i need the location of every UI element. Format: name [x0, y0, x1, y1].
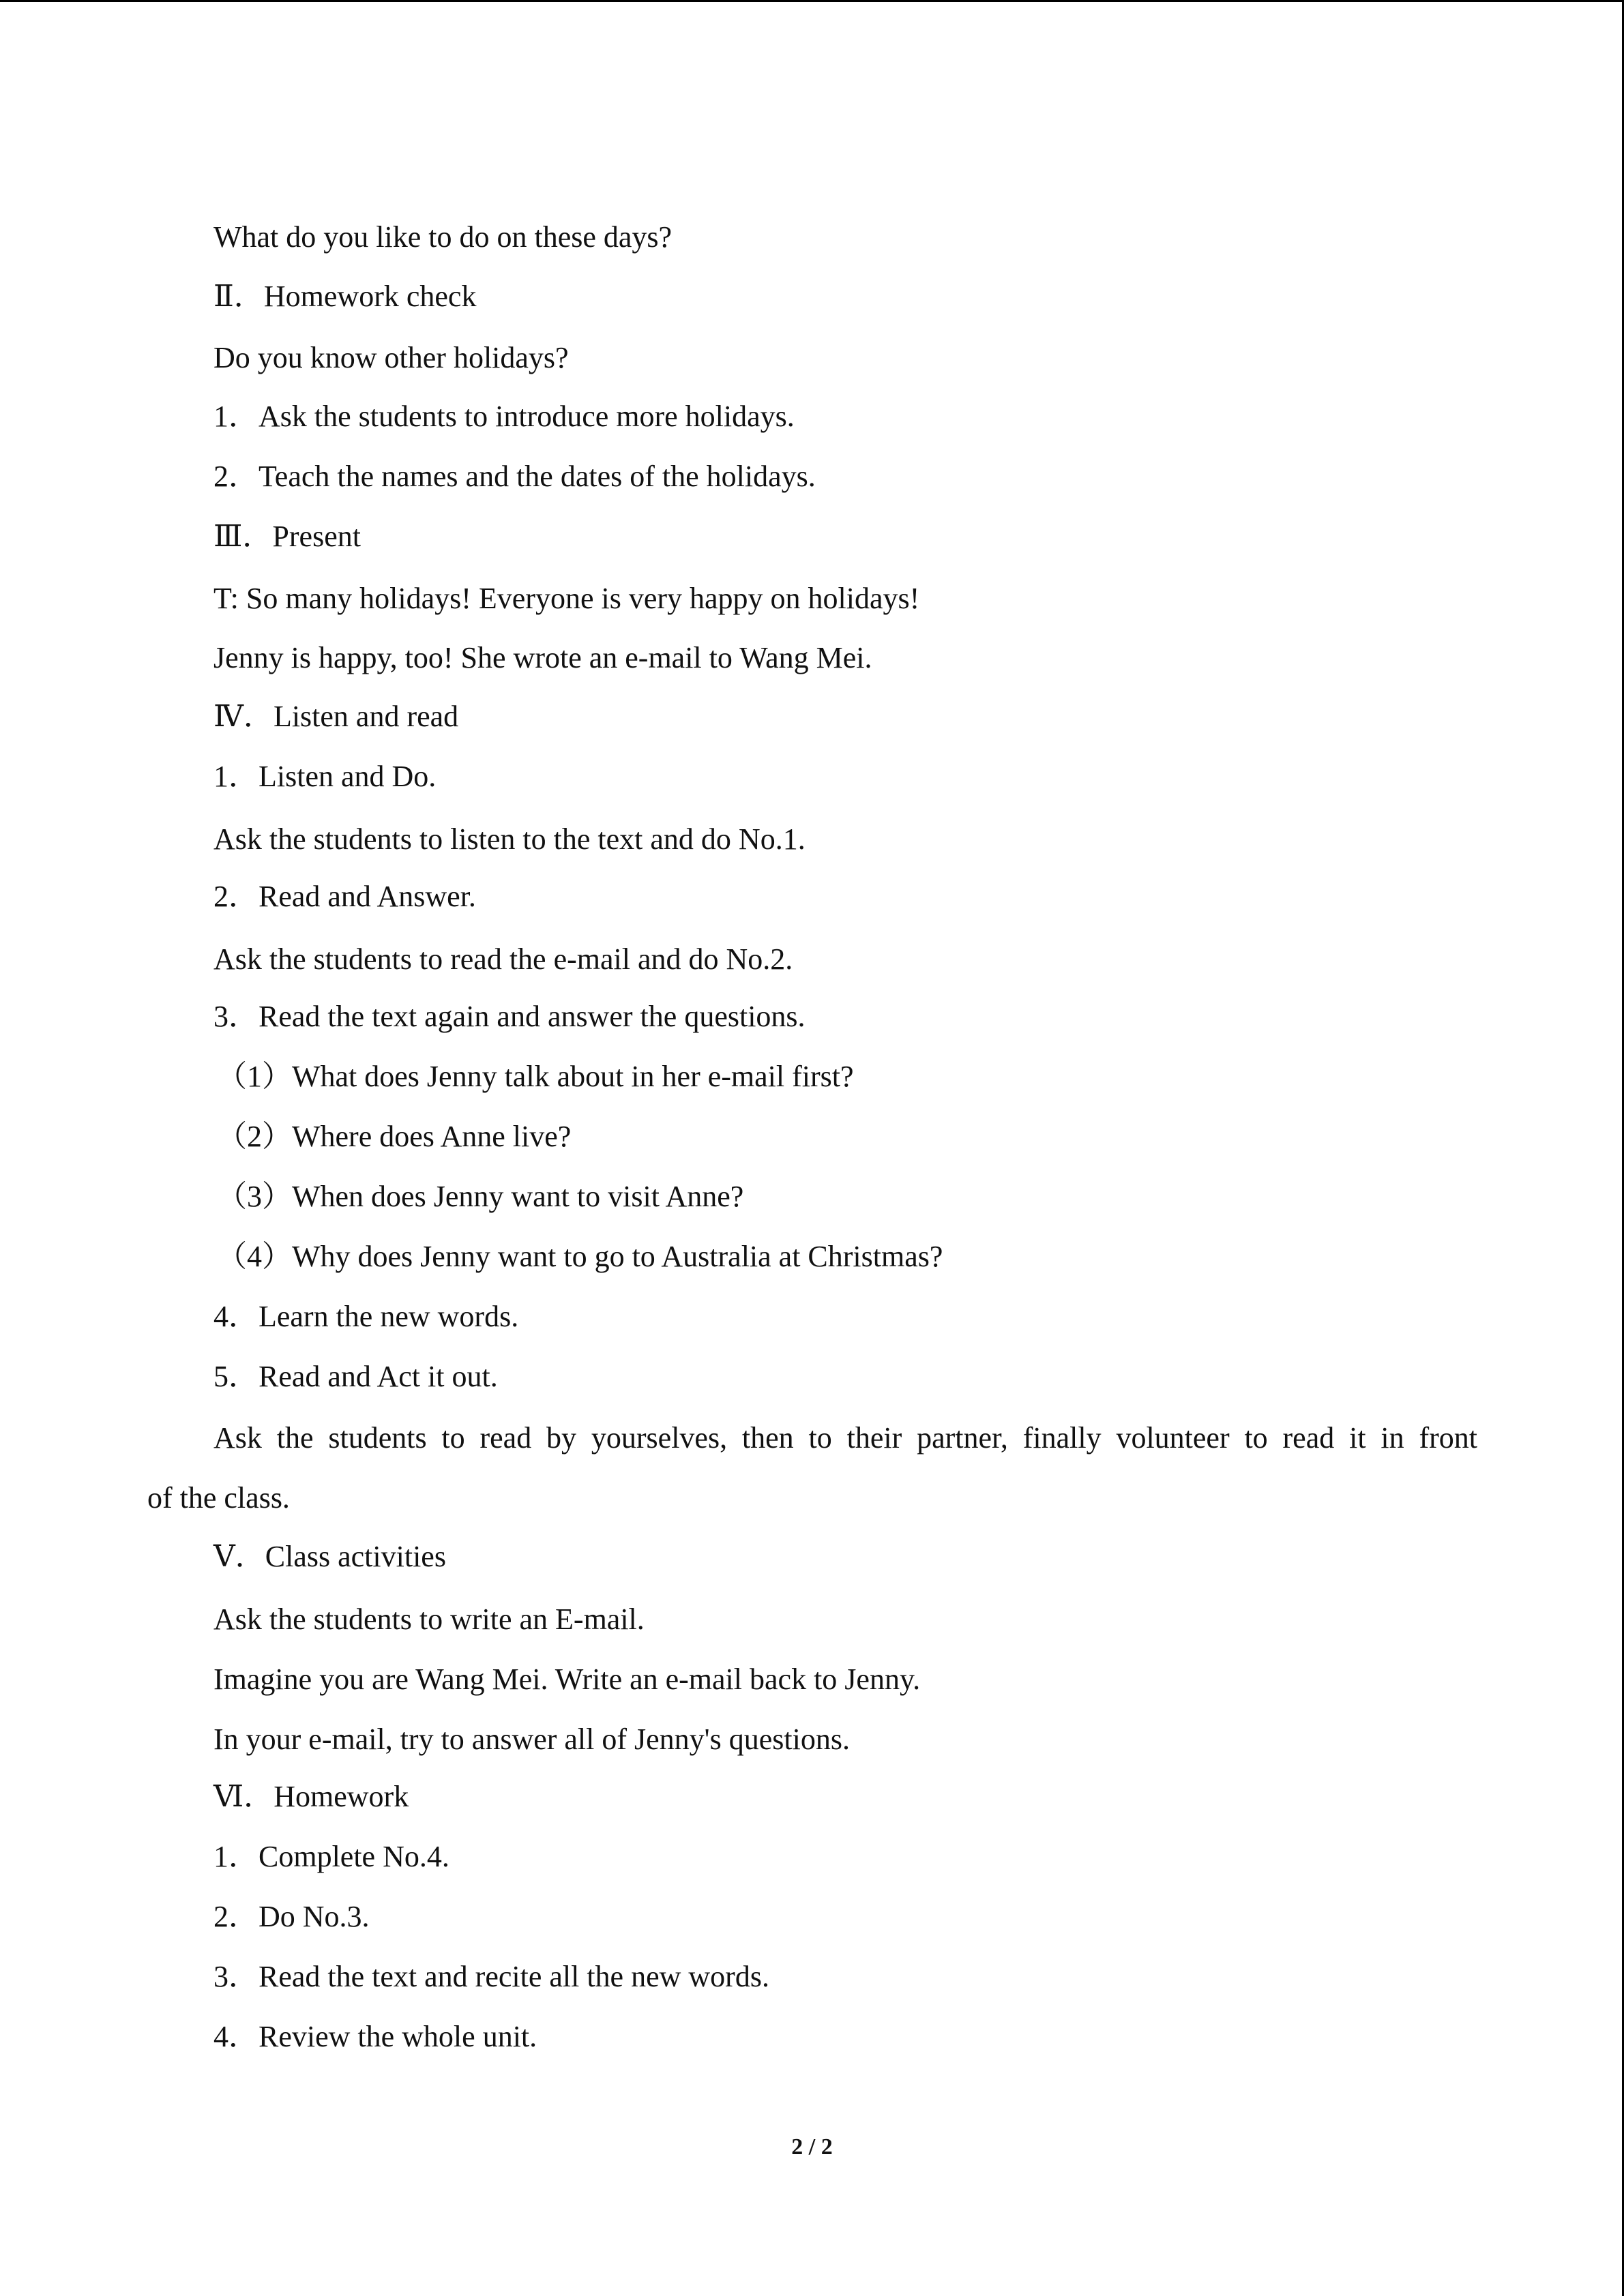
list-item: 3．Read the text and recite all the new words. — [213, 1960, 769, 1993]
list-item: 5．Read and Act it out. — [213, 1360, 498, 1393]
text-line: Ask the students to listen to the text and do No.1. — [213, 822, 806, 856]
text-line: T: So many holidays! Everyone is very happy on holidays! — [213, 582, 920, 615]
text-line: Jenny is happy, too! She wrote an e-mail to Wang Mei. — [213, 641, 872, 674]
question-item: （1）What does Jenny talk about in her e-mail first? — [217, 1060, 854, 1093]
list-item: 1．Ask the students to introduce more holidays. — [213, 400, 795, 433]
list-item: 1．Complete No.4. — [213, 1840, 449, 1873]
text-line: Ask the students to write an E-mail. — [213, 1602, 645, 1636]
list-item: 2．Do No.3. — [213, 1900, 370, 1933]
section-heading-present: Ⅲ．Present — [213, 520, 361, 553]
list-item: 2．Teach the names and the dates of the holidays. — [213, 460, 816, 493]
list-item: 3．Read the text again and answer the questions. — [213, 1000, 806, 1033]
text-line: Ask the students to read the e-mail and do No.2. — [213, 942, 793, 976]
text-line: Imagine you are Wang Mei. Write an e-mail back to Jenny. — [213, 1663, 921, 1696]
list-item: 2．Read and Answer. — [213, 880, 476, 913]
section-heading-listen-and-read: Ⅳ．Listen and read — [213, 700, 459, 733]
text-line: What do you like to do on these days? — [213, 220, 673, 254]
list-item: 4．Learn the new words. — [213, 1300, 519, 1333]
list-item: 4．Review the whole unit. — [213, 2020, 537, 2053]
text-line: In your e-mail, try to answer all of Jenny's questions. — [213, 1723, 850, 1756]
section-heading-homework: Ⅵ．Homework — [213, 1780, 409, 1813]
text-line: Ask the students to read by yourselves, then to their partner, finally volunteer to read it in front — [213, 1421, 1477, 1455]
question-item: （2）Where does Anne live? — [217, 1120, 572, 1153]
list-item: 1．Listen and Do. — [213, 760, 437, 793]
text-line-continuation: of the class. — [147, 1481, 290, 1515]
page-border-top — [0, 0, 1624, 2]
question-item: （3）When does Jenny want to visit Anne? — [217, 1180, 744, 1213]
question-item: （4）Why does Jenny want to go to Australia at Christmas? — [217, 1240, 943, 1273]
section-heading-class-activities: Ⅴ．Class activities — [213, 1540, 446, 1573]
text-line: Do you know other holidays? — [213, 341, 569, 374]
page-number: 2 / 2 — [791, 2134, 833, 2160]
section-heading-homework-check: Ⅱ．Homework check — [213, 280, 477, 313]
